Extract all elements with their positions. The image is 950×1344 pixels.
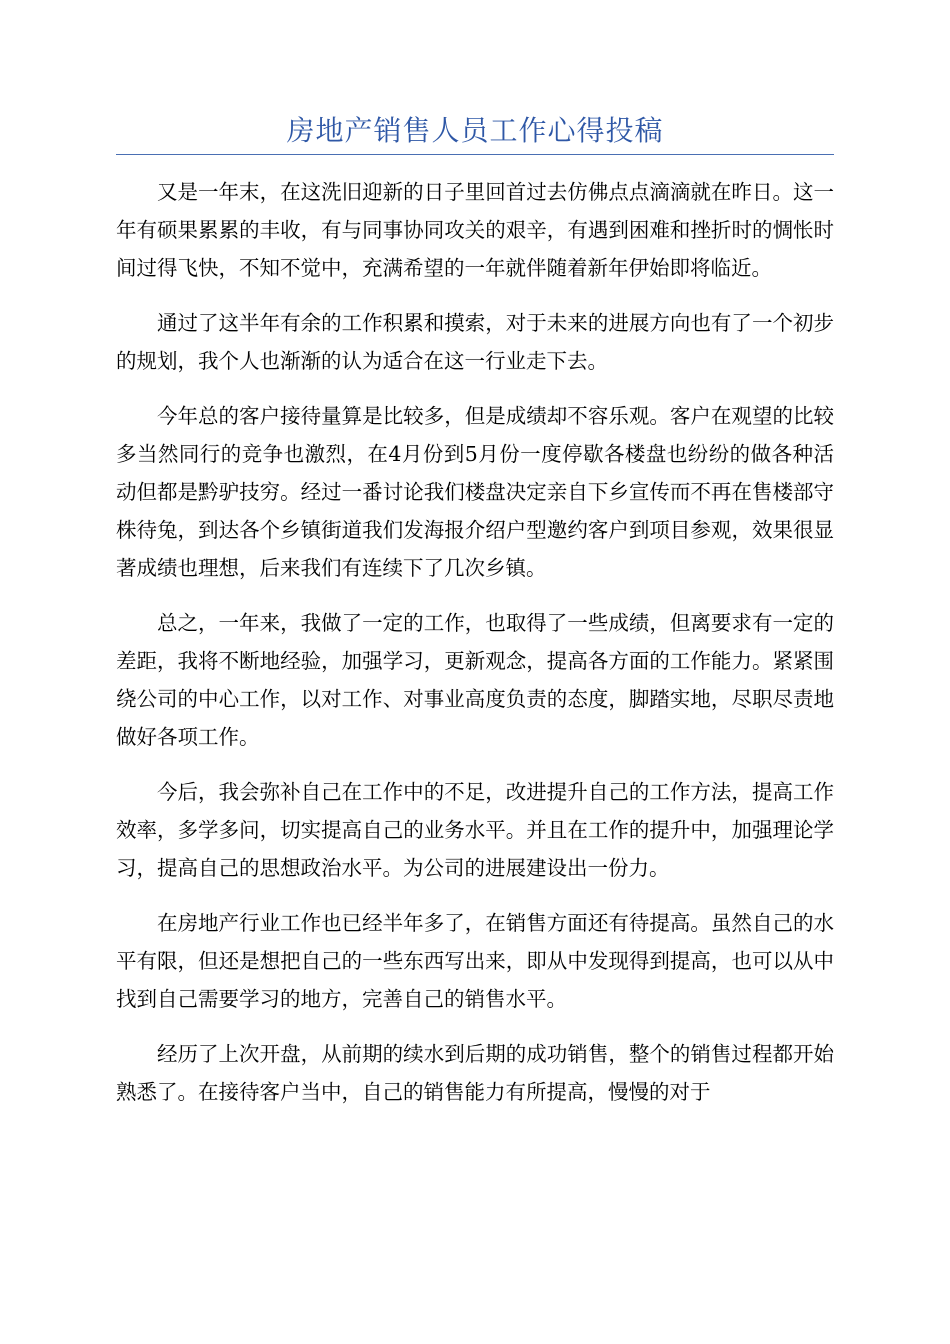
title-underline [116, 154, 834, 155]
paragraph: 今年总的客户接待量算是比较多，但是成绩却不容乐观。客户在观望的比较多当然同行的竞争也激烈，在4月份到5月份一度停歇各楼盘也纷纷的做各种活动但都是黔驴技穷。经过一番讨论我们楼盘决定亲自下乡宣传而不再在售楼部守株待兔，到达各个乡镇街道我们发海报介绍户型邀约客户到项目参观，效果很显著成绩也理想，后来我们有连续下了几次乡镇。 [116, 404, 834, 580]
paragraph: 在房地产行业工作也已经半年多了，在销售方面还有待提高。虽然自己的水平有限，但还是想把自己的一些东西写出来，即从中发现得到提高，也可以从中找到自己需要学习的地方，完善自己的销售水平。 [116, 911, 834, 1011]
document-body [116, 173, 834, 1111]
paragraph: 今后，我会弥补自己在工作中的不足，改进提升自己的工作方法，提高工作效率，多学多问，切实提高自己的业务水平。并且在工作的提升中，加强理论学习，提高自己的思想政治水平。为公司的进展建设出一份力。 [116, 780, 834, 880]
document-title: 房地产销售人员工作心得投稿 [286, 114, 664, 147]
paragraph: 经历了上次开盘，从前期的续水到后期的成功销售，整个的销售过程都开始熟悉了。在接待客户当中，自己的销售能力有所提高，慢慢的对于 [116, 1042, 834, 1104]
paragraph: 通过了这半年有余的工作积累和摸索，对于未来的进展方向也有了一个初步的规划，我个人也渐渐的认为适合在这一行业走下去。 [116, 311, 834, 373]
document-page [116, 108, 834, 1128]
paragraph: 总之，一年来，我做了一定的工作，也取得了一些成绩，但离要求有一定的差距，我将不断地经验，加强学习，更新观念，提高各方面的工作能力。紧紧围绕公司的中心工作，以对工作、对事业高度负责的态度，脚踏实地，尽职尽责地做好各项工作。 [116, 611, 834, 749]
paragraph: 又是一年末，在这洗旧迎新的日子里回首过去仿佛点点滴滴就在昨日。这一年有硕果累累的丰收，有与同事协同攻关的艰辛，有遇到困难和挫折时的惆怅时间过得飞快，不知不觉中，充满希望的一年就伴随着新年伊始即将临近。 [116, 180, 834, 280]
